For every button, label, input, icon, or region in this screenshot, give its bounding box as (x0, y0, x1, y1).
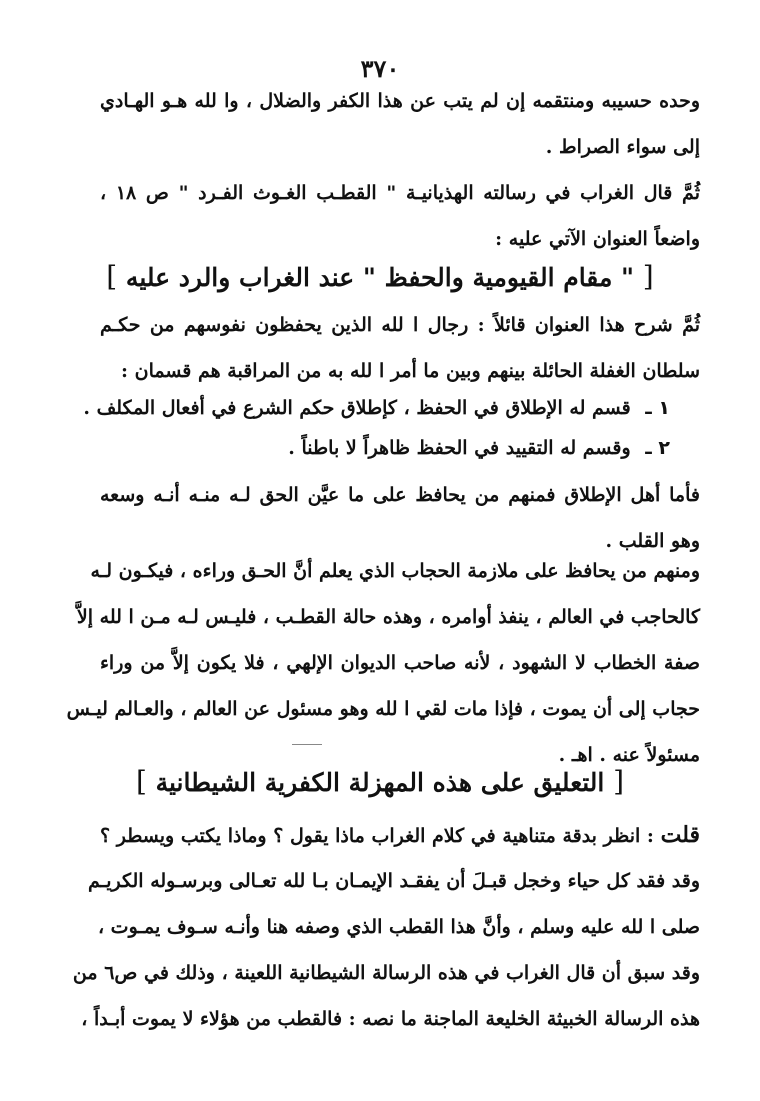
text-line: هذه الرسالة الخبيثة الخليعة الماجنة ما نصه : فالقطب من هؤلاء لا يموت أبـداً ، (81, 1008, 700, 1030)
text-line: واضعاً العنوان الآتي عليه : (495, 228, 700, 250)
list-item (70, 388, 670, 428)
paragraph-commentary (72, 812, 700, 1042)
stray-mark (292, 744, 322, 745)
text-line: مسئولاً عنه . اهـ . (558, 744, 700, 766)
heading-close-bracket: ] (106, 260, 118, 293)
text-line: صلى ا لله عليه وسلم ، وأنَّ هذا القطب الذي وصفه هنا وأنـه سـوف يمـوت ، (97, 916, 700, 938)
list-item-number: ١ ـ (645, 397, 670, 419)
paragraph-opening (100, 78, 700, 170)
text-line: وقد سبق أن قال الغراب في هذه الرسالة الشيطانية اللعينة ، وذلك في ص٦ من (72, 962, 700, 984)
text-line: وحده حسيبه ومنتقمه إن لم يتب عن هذا الكفر والضلال ، وا لله هـو الهـادي (100, 90, 700, 112)
text-fragment: : انظر بدقة متناهية في كلام الغراب ماذا يقول ؟ وماذا يكتب ويسطر ؟ (100, 825, 661, 847)
heading-text: " مقام القيومية والحفظ " عند الغراب والرد عليه (125, 263, 635, 292)
heading-text: التعليق على هذه المهزلة الكفرية الشيطانية (155, 768, 605, 797)
text-line: فأما أهل الإطلاق فمنهم من يحافظ على ما عيَّن الحق لـه منـه أنـه وسعه (100, 484, 700, 506)
text-line: وهو القلب . (605, 530, 700, 552)
text-line: حجاب إلى أن يموت ، فإذا مات لقي ا لله وهو مسئول عن العالم ، والعـالم ليـس (66, 698, 700, 720)
qult-label: قلت (660, 822, 700, 848)
list-item-text: قسم له الإطلاق في الحفظ ، كإطلاق حكم الشرع في أفعال المكلف . (83, 397, 631, 419)
section-heading-qayyumiya (80, 260, 680, 293)
list-item-number: ٢ ـ (645, 437, 670, 459)
text-line: إلى سواء الصراط . (545, 136, 700, 158)
text-line: ومنهم من يحافظ على ملازمة الحجاب الذي يعلم أنَّ الحـق وراءه ، فيكـون لـه (90, 560, 700, 582)
paragraph-explanation (100, 302, 700, 394)
page-number: ٣٧٠ (360, 54, 400, 83)
heading-open-bracket: [ (642, 260, 654, 293)
list-item-text: وقسم له التقييد في الحفظ ظاهراً لا باطناً . (288, 437, 631, 459)
heading-close-bracket: ] (135, 765, 147, 798)
text-line (100, 812, 700, 858)
text-line: وقد فقد كل حياء وخجل قبـلَ أن يفقـد الإيمـان بـا لله تعـالى وبرسـوله الكريـم (88, 870, 700, 892)
list-item (70, 428, 670, 468)
paragraph-quote-intro (100, 170, 700, 262)
heading-open-bracket: [ (613, 765, 625, 798)
text-line: كالحاجب في العالم ، ينفذ أوامره ، وهذه حالة القطـب ، فليـس لـه مـن ا لله إلاَّ (76, 606, 700, 628)
section-heading-taliq (80, 765, 680, 798)
paragraph-hijab (66, 548, 700, 778)
text-line: ثُمَّ قال الغراب في رسالته الهذيانيـة " القطـب الغـوث الفـرد " ص ١٨ ، (100, 182, 700, 204)
text-line: ثُمَّ شرح هذا العنوان قائلاً : رجال ا لله الذين يحفظون نفوسهم من حكـم (100, 314, 700, 336)
text-line: سلطان الغفلة الحائلة بينهم وبين ما أمر ا لله به من المراقبة هم قسمان : (121, 360, 700, 382)
text-line: صفة الخطاب لا الشهود ، لأنه صاحب الديوان الإلهي ، فلا يكون إلاَّ من وراء (100, 652, 700, 674)
